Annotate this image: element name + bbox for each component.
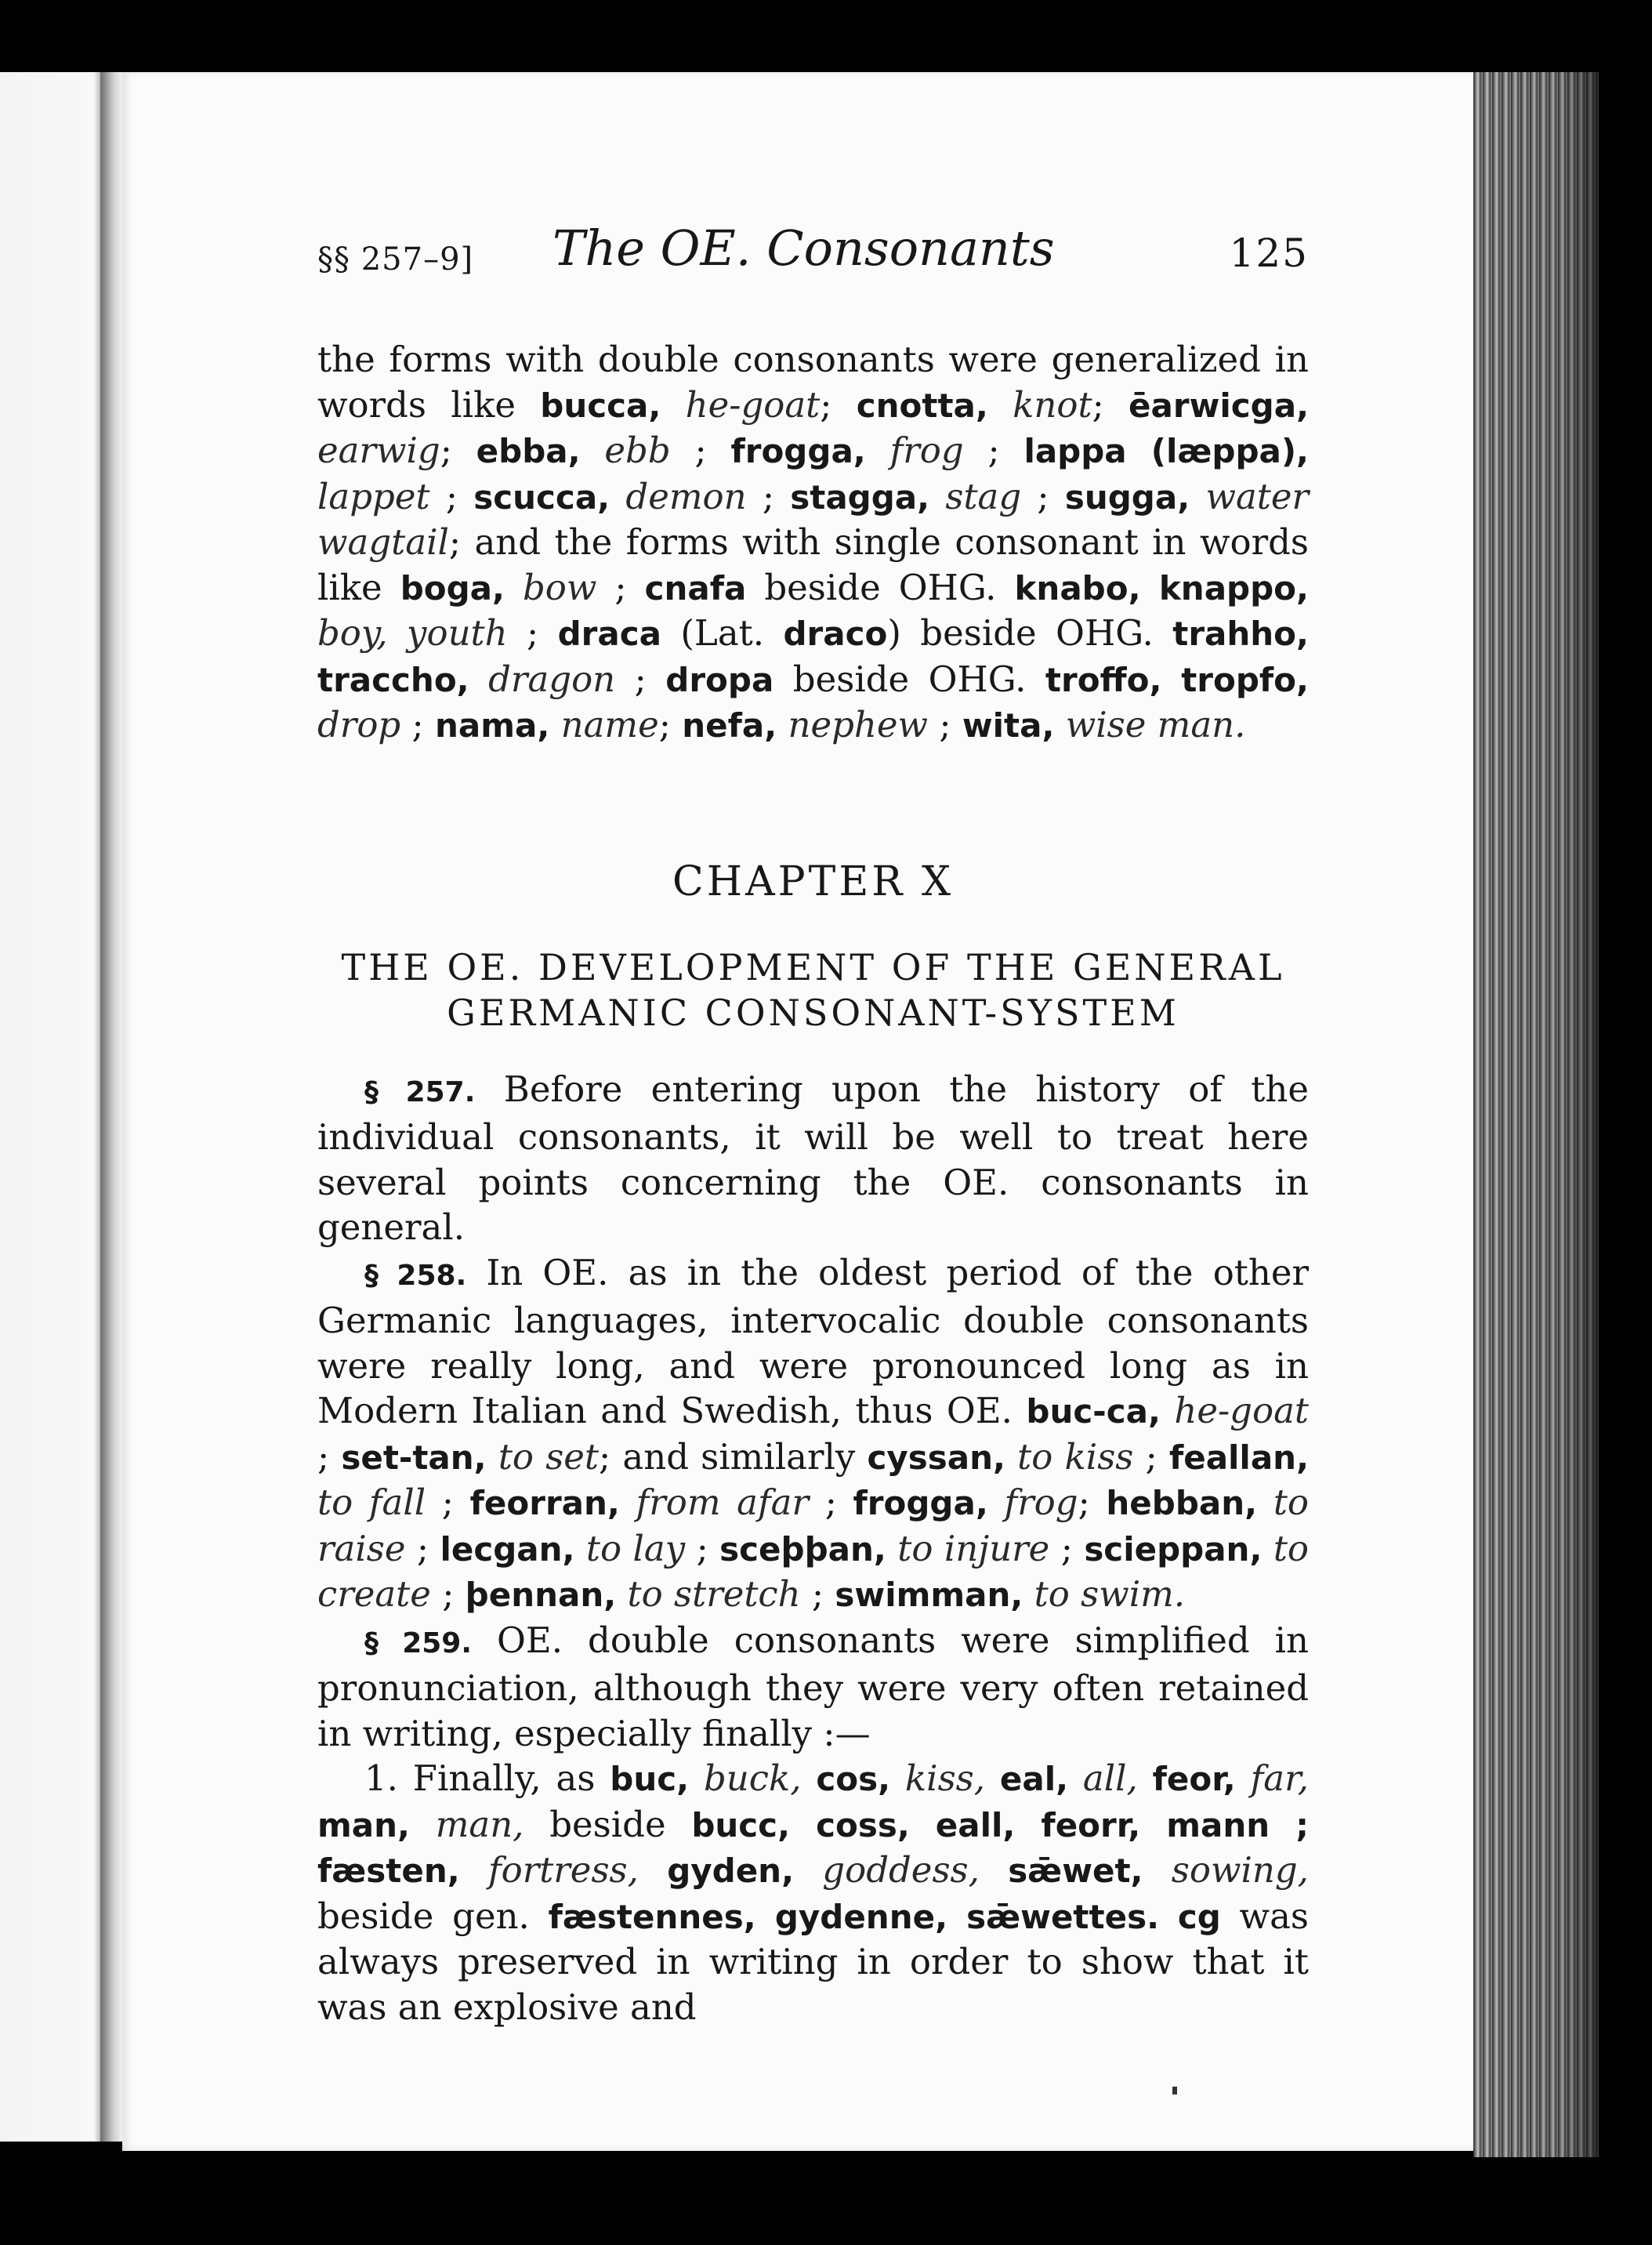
headword: draco <box>783 615 888 653</box>
gloss: to kiss <box>1017 1435 1134 1478</box>
section-number: § 258. <box>364 1259 467 1292</box>
running-head <box>317 219 1309 290</box>
gloss: goddess, <box>822 1849 980 1891</box>
headword: lecgan, <box>440 1529 575 1569</box>
headword: cg <box>1177 1897 1221 1936</box>
headword: hebban, <box>1106 1484 1258 1522</box>
page-stack-shadow <box>1473 72 1599 2157</box>
headword: feorran, <box>469 1484 620 1522</box>
headword: set-tan, <box>341 1438 487 1477</box>
gloss: ebb <box>604 430 671 471</box>
headword: scieppan, <box>1084 1529 1263 1569</box>
gloss: to swim. <box>1034 1573 1186 1615</box>
running-title: The OE. Consonants <box>552 219 1055 277</box>
gloss: to create <box>317 1527 1310 1615</box>
headword: swimman, <box>835 1576 1023 1614</box>
headword: nama, <box>435 706 550 745</box>
headword: sǣwet, <box>1008 1851 1143 1890</box>
headword: man, <box>317 1805 410 1844</box>
gloss: to injure <box>897 1527 1050 1569</box>
headword: cos, <box>816 1760 891 1798</box>
gloss: stag <box>945 475 1022 517</box>
numbered-paragraph-1: 1. Finally, as buc, buck, cos, kiss, eal, all, feor, far, man, man, beside bucc, coss, eall, feorr, mann ; fæsten, fortress, gyden, goddess, sǣwet, sowing, beside gen. fæstennes, gydenne, sǣwettes. cg was always preserved in writing in order to show that it was an explosive and <box>317 1757 1310 2028</box>
headword: sceþþan, <box>719 1529 886 1569</box>
gloss: far, <box>1250 1757 1309 1799</box>
page-text-block <box>317 219 1309 2029</box>
section-number: § 259. <box>364 1627 473 1659</box>
gloss: to lay <box>585 1527 686 1569</box>
headword: cnafa <box>644 568 747 607</box>
headword: eal, <box>999 1760 1069 1798</box>
chapter-heading: CHAPTER X <box>672 858 955 905</box>
headword: stagga, <box>790 477 930 517</box>
section-257: § 257. Before entering upon the history of the individual consonants, it will be well to treat here several points concerning the OE. consonants in general. <box>317 1068 1309 1248</box>
gloss: he-goat <box>685 383 821 426</box>
gloss: drop <box>317 704 401 745</box>
gloss: all, <box>1082 1757 1138 1799</box>
gloss: earwig <box>317 430 440 471</box>
section-reference: §§ 257–9] <box>317 241 474 277</box>
gloss: demon <box>625 475 747 517</box>
gloss: knot <box>1013 383 1092 426</box>
headword: gyden, <box>667 1851 795 1890</box>
gloss: he-goat <box>1174 1390 1309 1431</box>
headword: feor, <box>1152 1760 1236 1798</box>
headword: frogga, <box>853 1484 988 1522</box>
gloss: wise man. <box>1065 704 1246 745</box>
headword: bucc, coss, eall, feorr, mann ; fæsten, <box>317 1805 1310 1890</box>
headword: boga, <box>400 568 505 607</box>
headword: ebba, <box>476 432 581 470</box>
gloss: to raise <box>317 1482 1309 1569</box>
print-speck <box>1172 2087 1177 2094</box>
headword: draca <box>557 615 661 653</box>
headword: buc, <box>610 1760 690 1798</box>
gloss: boy, youth <box>317 612 508 654</box>
headword: troffo, tropfo, <box>1045 660 1309 699</box>
gloss: dragon <box>488 658 616 700</box>
section-number: § 257. <box>364 1075 476 1108</box>
headword: scucca, <box>473 477 610 517</box>
gloss: bow <box>522 566 597 608</box>
gloss: man, <box>435 1803 524 1845</box>
headword: knabo, knappo, <box>1014 568 1309 607</box>
headword: buc-ca, <box>1026 1392 1161 1431</box>
headword: fæstennes, gydenne, sǣwettes. <box>548 1897 1160 1936</box>
gloss: water wagtail <box>317 475 1310 563</box>
headword: frogga, <box>730 432 866 470</box>
gloss: to fall <box>317 1482 426 1523</box>
section-259: § 259. OE. double consonants were simplified in pronunciation, although they were very often retained in writing, especially finally :— <box>317 1619 1309 1754</box>
section-258: § 258. In OE. as in the oldest period of the other Germanic languages, intervocalic double consonants were really long, and were pronounced long as in Modern Italian and Swedish, thus OE. buc-ca, he-goat ; set-tan, to set; and similarly cyssan, to kiss ; feallan, to fall ; feorran, from afar ; frogga, frog; hebban, to raise ; lecgan, to lay ; sceþþan, to injure ; scieppan, to create ; þennan, to stretch ; swimman, to swim. <box>317 1251 1310 1615</box>
headword: bucca, <box>540 386 661 425</box>
gloss: frog <box>889 430 964 471</box>
headword: ēarwicga, <box>1129 386 1310 425</box>
gloss: to set <box>498 1435 600 1478</box>
headword: dropa <box>665 660 774 699</box>
gloss: nephew <box>788 704 929 745</box>
gloss: sowing, <box>1171 1849 1309 1891</box>
chapter-title <box>317 945 1309 1035</box>
headword: þennan, <box>465 1576 617 1614</box>
headword: lappa (læppa), <box>1023 432 1310 470</box>
chapter-title-line-2: GERMANIC CONSONANT-SYSTEM <box>447 991 1179 1034</box>
headword: nefa, <box>682 706 777 745</box>
gloss: fortress, <box>487 1849 639 1891</box>
headword: cnotta, <box>856 386 988 425</box>
gloss: to stretch <box>627 1573 801 1615</box>
gloss: from afar <box>636 1482 810 1523</box>
continued-paragraph: the forms with double consonants were generalized in words like bucca, he-goat; cnotta, knot; ēarwicga, earwig; ebba, ebb ; frogga, frog ; lappa (læppa), lappet ; scucca, demon ; stagga, stag ; sugga, water wagtail; and the forms with single consonant in words like boga, bow ; cnafa beside OHG. knabo, knappo, boy, youth ; draca (Lat. draco) beside OHG. trahho, traccho, dragon ; dropa beside OHG. troffo, tropfo, drop ; nama, name; nefa, nephew ; wita, wise man. <box>317 339 1310 745</box>
page-number: 125 <box>1229 230 1309 276</box>
chapter-title-line-1: THE OE. DEVELOPMENT OF THE GENERAL <box>341 945 1285 988</box>
gloss: buck, <box>703 1757 802 1799</box>
headword: cyssan, <box>867 1438 1005 1477</box>
gloss: frog <box>1004 1482 1078 1523</box>
headword: feallan, <box>1168 1438 1310 1477</box>
gloss: name <box>560 704 659 745</box>
gloss: lappet <box>317 475 430 517</box>
headword: trahho, traccho, <box>317 615 1309 699</box>
headword: sugga, <box>1064 477 1190 517</box>
gloss: kiss, <box>904 1757 986 1799</box>
headword: wita, <box>962 706 1055 745</box>
gutter-shadow <box>100 72 122 2142</box>
